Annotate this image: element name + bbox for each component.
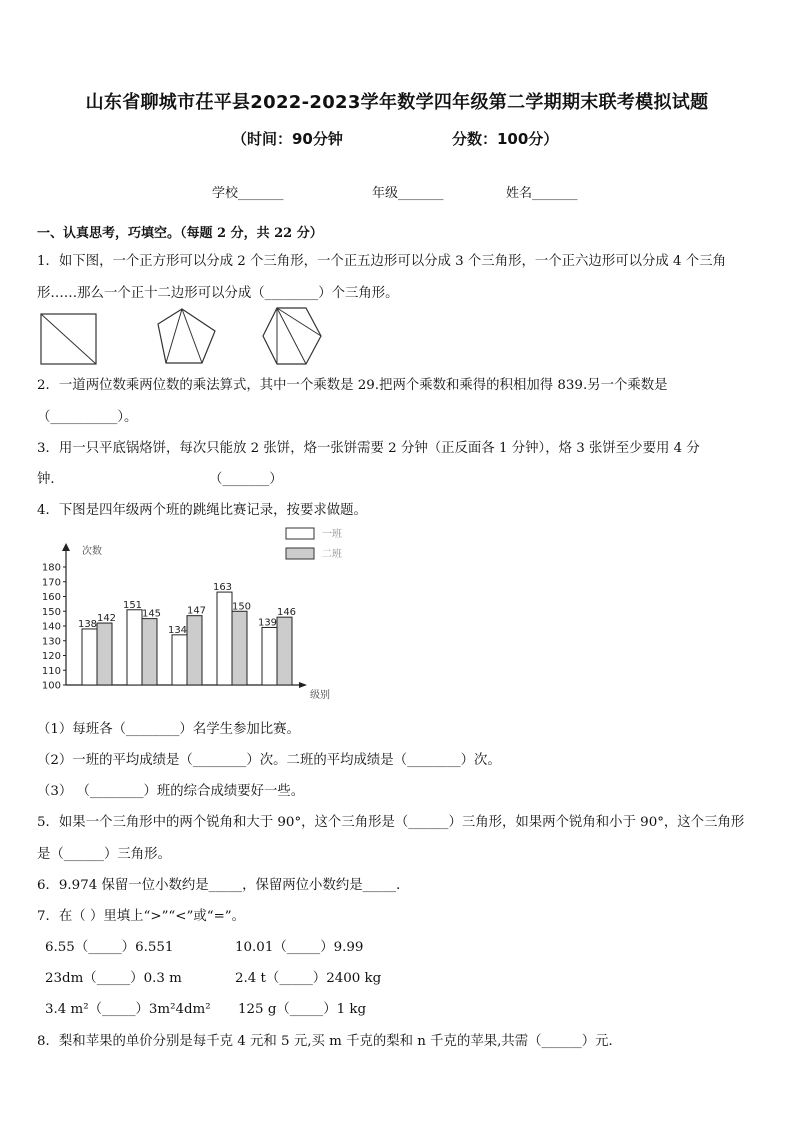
x-axis-arrow <box>299 682 307 688</box>
y-tick-label: 120 <box>41 651 61 662</box>
grade-field[interactable]: 年级_______ <box>372 186 444 201</box>
y-axis-label: 次数 <box>82 546 102 557</box>
bar-class1 <box>172 635 187 685</box>
q3-line1: 3．用一只平底锅烙饼，每次只能放 2 张饼，烙一张饼需要 2 分钟（正反面各 1 分钟），烙 3 张饼至少要用 4 分 <box>37 441 700 456</box>
name-field[interactable]: 姓名_______ <box>506 186 578 201</box>
bar-value-label: 134 <box>167 624 188 636</box>
bar-class2 <box>142 619 157 685</box>
q4-sub3: （3） （________）班的综合成绩要好一些。 <box>37 784 305 799</box>
q7-compare-2b[interactable]: 2.4 t（_____）2400 kg <box>235 971 382 986</box>
bar-value-label: 147 <box>186 605 207 617</box>
q7-compare-2a[interactable]: 23dm（_____）0.3 m <box>45 971 182 986</box>
bar-value-label: 163 <box>212 582 233 594</box>
bar-value-label: 142 <box>96 613 117 625</box>
bar-class2 <box>97 623 112 685</box>
section-heading: 一、认真思考，巧填空。（每题 2 分，共 22 分） <box>37 226 323 241</box>
bar-class2 <box>232 611 247 685</box>
square-diagram <box>38 312 100 368</box>
q5-line2: 是（______）三角形。 <box>37 847 171 862</box>
q7-line1: 7．在（ ）里填上“>”“<”或“=”。 <box>37 909 246 924</box>
bar-value-label: 145 <box>141 608 162 620</box>
jump-rope-chart <box>30 522 350 707</box>
legend-swatch-class1 <box>286 528 314 539</box>
bar-class1 <box>127 610 142 685</box>
q3-line2a: 钟． <box>37 472 64 487</box>
q7-compare-3a[interactable]: 3.4 m²（_____）3m²4dm² <box>45 1002 211 1017</box>
y-tick-label: 110 <box>41 665 61 677</box>
q8-line1: 8．梨和苹果的单价分别是每千克 4 元和 5 元,买 m 千克的梨和 n 千克的苹果,共需（______）元． <box>37 1034 622 1049</box>
bar-value-label: 150 <box>231 601 252 613</box>
bar-class2 <box>187 616 202 685</box>
q2-line2: （__________）。 <box>37 410 138 425</box>
bar-class1 <box>262 627 277 685</box>
q4-line1: 4．下图是四年级两个班的跳绳比赛记录，按要求做题。 <box>37 503 367 518</box>
x-axis-label: 级别 <box>310 690 330 701</box>
pentagon-diagram <box>155 307 219 367</box>
y-tick-label: 150 <box>41 606 61 618</box>
y-tick-label: 160 <box>41 592 61 603</box>
legend-label-class1: 一班 <box>322 529 342 540</box>
exam-time: （时间：90分钟 <box>232 130 343 148</box>
legend-swatch-class2 <box>286 548 314 559</box>
y-tick-label: 170 <box>41 577 61 589</box>
bar-class2 <box>277 617 292 685</box>
q2-line1: 2．一道两位数乘两位数的乘法算式，其中一个乘数是 29.把两个乘数和乘得的积相加得 839.另一个乘数是 <box>37 378 668 393</box>
bar-value-label: 139 <box>257 617 278 629</box>
q5-line1: 5．如果一个三角形中的两个锐角和大于 90°，这个三角形是（______）三角形，如果两个锐角和小于 90°，这个三角形 <box>37 815 745 830</box>
bar-class1 <box>217 592 232 685</box>
school-field[interactable]: 学校_______ <box>212 186 284 201</box>
q3-answer-blank[interactable]: （_______） <box>209 472 283 487</box>
y-tick-label: 100 <box>41 680 61 692</box>
exam-score: 分数：100分） <box>452 130 559 148</box>
bar-class1 <box>82 629 97 685</box>
legend-label-class2: 二班 <box>322 549 342 560</box>
page-title: 山东省聊城市茌平县2022-2023学年数学四年级第二学期期末联考模拟试题 <box>85 92 709 113</box>
y-tick-label: 130 <box>41 636 61 648</box>
bar-value-label: 146 <box>276 607 297 619</box>
bar-value-label: 138 <box>77 618 98 630</box>
q4-sub1: （1）每班各（________）名学生参加比赛。 <box>37 722 300 737</box>
y-axis-arrow <box>62 543 70 551</box>
hexagon-diagram <box>260 305 324 367</box>
q7-compare-1b[interactable]: 10.01（_____）9.99 <box>235 940 364 955</box>
q1-line1: 1．如下图，一个正方形可以分成 2 个三角形，一个正五边形可以分成 3 个三角形，一个正六边形可以分成 4 个三角 <box>37 254 726 269</box>
y-tick-label: 180 <box>41 562 61 574</box>
q1-line2: 形……那么一个正十二边形可以分成（________）个三角形。 <box>37 286 399 301</box>
q6-line1: 6．9.974 保留一位小数约是_____，保留两位小数约是_____． <box>37 878 410 893</box>
bar-value-label: 151 <box>122 599 143 611</box>
q7-compare-3b[interactable]: 125 g（_____）1 kg <box>238 1002 367 1017</box>
y-tick-label: 140 <box>41 621 61 633</box>
q7-compare-1a[interactable]: 6.55（_____）6.551 <box>45 940 174 955</box>
q4-sub2: （2）一班的平均成绩是（________）次。二班的平均成绩是（________）次。 <box>37 753 501 768</box>
